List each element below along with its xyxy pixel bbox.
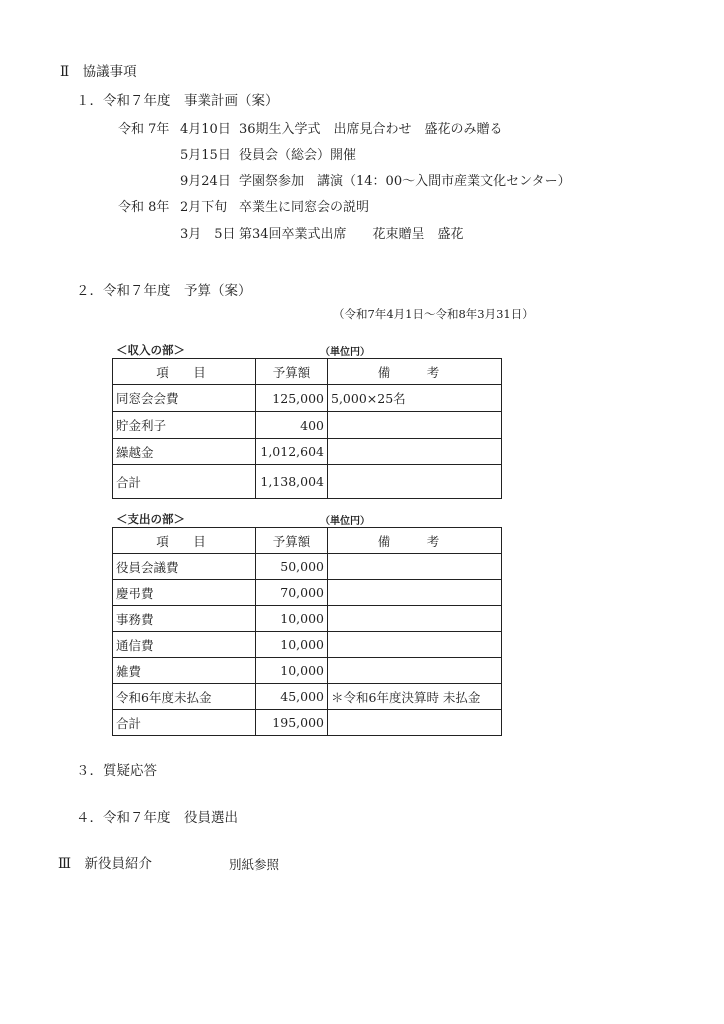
row-note: 5,000×25名 bbox=[328, 385, 502, 412]
table-row bbox=[113, 385, 502, 412]
row-item: 通信費 bbox=[113, 632, 256, 658]
row-item: 繰越金 bbox=[113, 439, 256, 465]
table-header-row bbox=[113, 528, 502, 554]
item-2-title: ２．令和７年度 予算（案） bbox=[76, 283, 252, 299]
schedule-text: 卒業生に同窓会の説明 bbox=[239, 200, 370, 215]
section-3-note: 別紙参照 bbox=[229, 857, 280, 872]
section-3-heading: Ⅲ 新役員紹介 bbox=[58, 856, 153, 872]
row-amount: 195,000 bbox=[256, 710, 328, 736]
table-row bbox=[113, 684, 502, 710]
budget-period: （令和7年4月1日～令和8年3月31日） bbox=[333, 307, 534, 321]
row-item: 役員会議費 bbox=[113, 554, 256, 580]
row-amount: 400 bbox=[256, 412, 328, 439]
schedule-date: 5月15日 bbox=[180, 148, 231, 163]
row-item: 合計 bbox=[113, 465, 256, 499]
row-note bbox=[328, 439, 502, 465]
row-amount: 10,000 bbox=[256, 606, 328, 632]
row-note bbox=[328, 465, 502, 499]
header-item: 項 目 bbox=[113, 359, 256, 385]
expense-label: ＜支出の部＞ bbox=[116, 512, 185, 526]
schedule-year: 令和 7年 bbox=[118, 122, 170, 137]
row-note bbox=[328, 580, 502, 606]
table-row bbox=[113, 465, 502, 499]
table-row bbox=[113, 412, 502, 439]
schedule-text: 役員会（総会）開催 bbox=[239, 148, 357, 163]
schedule-text: 第34回卒業式出席 花束贈呈 盛花 bbox=[239, 227, 464, 242]
row-note bbox=[328, 710, 502, 736]
header-note: 備 考 bbox=[328, 359, 502, 385]
row-amount: 10,000 bbox=[256, 658, 328, 684]
row-note bbox=[328, 412, 502, 439]
table-row bbox=[113, 710, 502, 736]
row-amount: 50,000 bbox=[256, 554, 328, 580]
table-row bbox=[113, 632, 502, 658]
schedule-year: 令和 8年 bbox=[118, 200, 170, 215]
table-header-row bbox=[113, 359, 502, 385]
row-amount: 70,000 bbox=[256, 580, 328, 606]
row-item: 貯金利子 bbox=[113, 412, 256, 439]
item-3-title: ３．質疑応答 bbox=[76, 763, 157, 779]
table-row bbox=[113, 580, 502, 606]
row-item: 合計 bbox=[113, 710, 256, 736]
schedule-text: 36期生入学式 出席見合わせ 盛花のみ贈る bbox=[239, 122, 503, 137]
table-row bbox=[113, 606, 502, 632]
schedule-date: 9月24日 bbox=[180, 174, 231, 189]
row-amount: 125,000 bbox=[256, 385, 328, 412]
item-1-title: １．令和７年度 事業計画（案） bbox=[76, 93, 279, 109]
expense-unit: （単位円） bbox=[320, 516, 370, 527]
row-amount: 45,000 bbox=[256, 684, 328, 710]
income-unit: （単位円） bbox=[320, 347, 370, 358]
row-note bbox=[328, 606, 502, 632]
income-table bbox=[112, 358, 502, 499]
income-label: ＜収入の部＞ bbox=[116, 343, 185, 357]
row-item: 慶弔費 bbox=[113, 580, 256, 606]
row-note bbox=[328, 632, 502, 658]
row-item: 事務費 bbox=[113, 606, 256, 632]
item-4-title: ４．令和７年度 役員選出 bbox=[76, 810, 238, 826]
header-amount: 予算額 bbox=[256, 359, 328, 385]
expense-table bbox=[112, 527, 502, 736]
row-note: ＊令和6年度決算時 未払金 bbox=[328, 684, 502, 710]
schedule-date: 2月下旬 bbox=[180, 200, 228, 215]
schedule-date: 3月 5日 bbox=[180, 227, 236, 242]
row-note bbox=[328, 658, 502, 684]
row-item: 令和6年度未払金 bbox=[113, 684, 256, 710]
header-note: 備 考 bbox=[328, 528, 502, 554]
row-item: 同窓会会費 bbox=[113, 385, 256, 412]
header-amount: 予算額 bbox=[256, 528, 328, 554]
table-row bbox=[113, 554, 502, 580]
row-amount: 10,000 bbox=[256, 632, 328, 658]
schedule-date: 4月10日 bbox=[180, 122, 231, 137]
row-note bbox=[328, 554, 502, 580]
schedule-text: 学園祭参加 講演（14：00～入間市産業文化センター） bbox=[239, 174, 571, 189]
table-row bbox=[113, 439, 502, 465]
row-item: 雑費 bbox=[113, 658, 256, 684]
row-amount: 1,138,004 bbox=[256, 465, 328, 499]
header-item: 項 目 bbox=[113, 528, 256, 554]
row-amount: 1,012,604 bbox=[256, 439, 328, 465]
table-row bbox=[113, 658, 502, 684]
section-2-heading: Ⅱ 協議事項 bbox=[60, 64, 137, 80]
